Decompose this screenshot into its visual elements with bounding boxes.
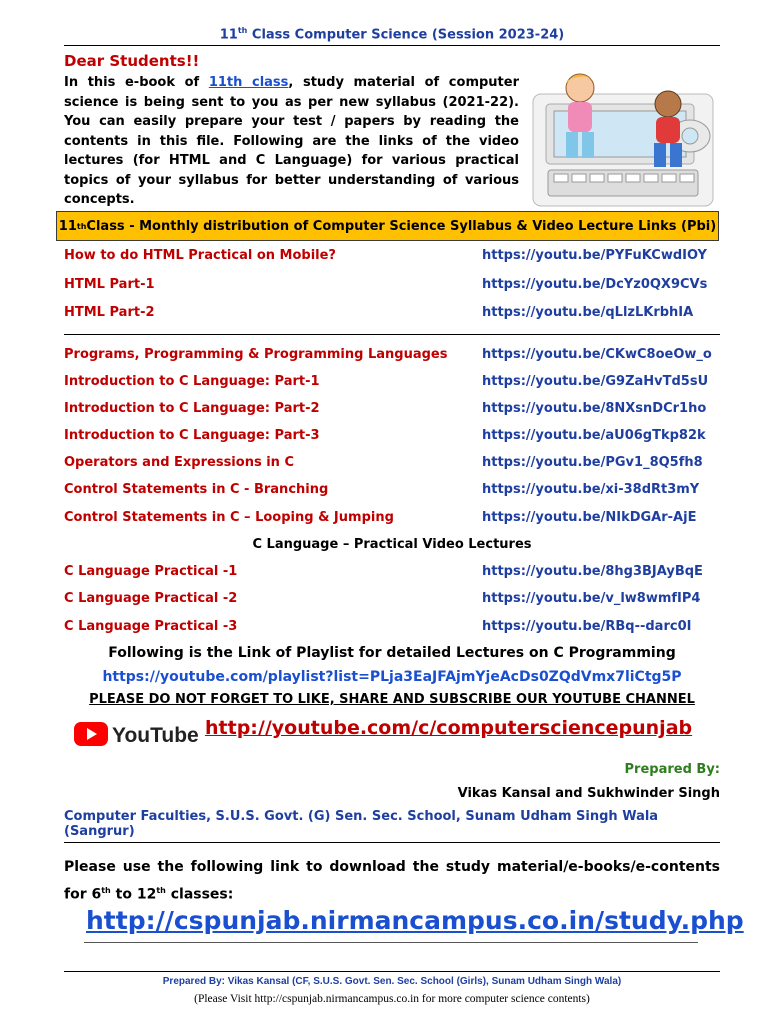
list-item [64,277,724,297]
lecture-title: Programs, Programming & Programming Languages [64,347,448,362]
list-item [64,401,724,421]
lecture-title: Operators and Expressions in C [64,455,294,470]
thin-divider [84,942,698,943]
list-item [64,248,724,268]
class-link[interactable]: 11th class [208,75,289,90]
list-item [64,510,724,530]
lecture-link[interactable]: https://youtu.be/v_lw8wmfIP4 [482,591,701,606]
lecture-title: C Language Practical -1 [64,564,238,579]
youtube-logo [74,718,199,750]
lecture-link[interactable]: https://youtu.be/RBq--darc0I [482,619,692,634]
lecture-title: C Language Practical -3 [64,619,238,634]
section-divider [64,842,720,843]
study-material-link[interactable]: http://cspunjab.nirmancampus.co.in/study.php [86,906,744,935]
youtube-channel-link[interactable]: http://youtube.com/c/computersciencepunjab [205,717,693,739]
youtube-logo-text: YouTube [112,724,199,747]
lecture-title: Introduction to C Language: Part-1 [64,374,320,389]
footer-visit-note: (Please Visit http://cspunjab.nirmancampus.co.in for more computer science contents) [194,993,590,1005]
list-item [64,564,724,584]
playlist-link[interactable]: https://youtube.com/playlist?list=PLja3EaJFAjmYjeAcDs0ZQdVmx7liCtg5P [102,669,682,685]
syllabus-banner: 11 th Class - Monthly distribution of Computer Science Syllabus & Video Lecture Links (Pbi) [56,211,719,241]
lecture-link[interactable]: https://youtu.be/PYFuKCwdIOY [482,248,707,263]
list-item [64,591,724,611]
lecture-link[interactable]: https://youtu.be/aU06gTkp82k [482,428,706,443]
intro-paragraph: In this e-book of 11th class, study material of computer science is being sent to you as per new syllabus (2021-22). You can easily prepare your test / papers by reading the contents in this file. Following are the links of the video lectures (for HTML and C Language) for various practical topics of your syllabus for better understanding of various concepts. [64,75,519,207]
lecture-link[interactable]: https://youtu.be/PGv1_8Q5fh8 [482,455,703,470]
lecture-link[interactable]: https://youtu.be/8hg3BJAyBqE [482,564,703,579]
lecture-title: Control Statements in C - Branching [64,482,329,497]
practical-heading: C Language – Practical Video Lectures [252,537,532,552]
prepared-by-label: Prepared By: [624,762,720,777]
list-item [64,455,724,475]
school-affiliation: Computer Faculties, S.U.S. Govt. (G) Sen. Sec. School, Sunam Udham Singh Wala (Sangrur) [64,809,659,839]
lecture-title: HTML Part-2 [64,305,155,320]
lecture-title: How to do HTML Practical on Mobile? [64,248,336,263]
subscribe-notice: PLEASE DO NOT FORGET TO LIKE, SHARE AND SUBSCRIBE OUR YOUTUBE CHANNEL [89,692,695,707]
section-divider [64,334,720,335]
lecture-link[interactable]: https://youtu.be/8NXsnDCr1ho [482,401,707,416]
list-item [64,482,724,502]
page-header: 11th Class Computer Science (Session 2023-24) [219,26,565,43]
lecture-link[interactable]: https://youtu.be/NIkDGAr-AjE [482,510,697,525]
header-rule [64,45,720,46]
lecture-link[interactable]: https://youtu.be/DcYz0QX9CVs [482,277,708,292]
lecture-link[interactable]: https://youtu.be/xi-38dRt3mY [482,482,700,497]
greeting: Dear Students!! [64,52,200,70]
lecture-link[interactable]: https://youtu.be/CKwC8oeOw_o [482,347,712,362]
lecture-title: Introduction to C Language: Part-2 [64,401,320,416]
lecture-title: C Language Practical -2 [64,591,238,606]
playlist-heading: Following is the Link of Playlist for detailed Lectures on C Programming [108,645,676,661]
footer-rule [64,971,720,972]
download-instructions: Please use the following link to download the study material/e-books/e-contents for 6th to 12th classes: [64,859,720,903]
lecture-title: Introduction to C Language: Part-3 [64,428,320,443]
lecture-title: Control Statements in C – Looping & Jumping [64,510,394,525]
lecture-title: HTML Part-1 [64,277,155,292]
list-item [64,619,724,639]
list-item [64,374,724,394]
lecture-link[interactable]: https://youtu.be/G9ZaHvTd5sU [482,374,709,389]
list-item [64,305,724,325]
author-names: Vikas Kansal and Sukhwinder Singh [457,786,720,801]
footer-prepared-by: Prepared By: Vikas Kansal (CF, S.U.S. Govt. Sen. Sec. School (Girls), Sunam Udham Singh Wala) [162,976,622,987]
kids-computer-illustration [528,66,718,206]
lecture-link[interactable]: https://youtu.be/qLlzLKrbhIA [482,305,694,320]
list-item [64,347,724,367]
list-item [64,428,724,448]
